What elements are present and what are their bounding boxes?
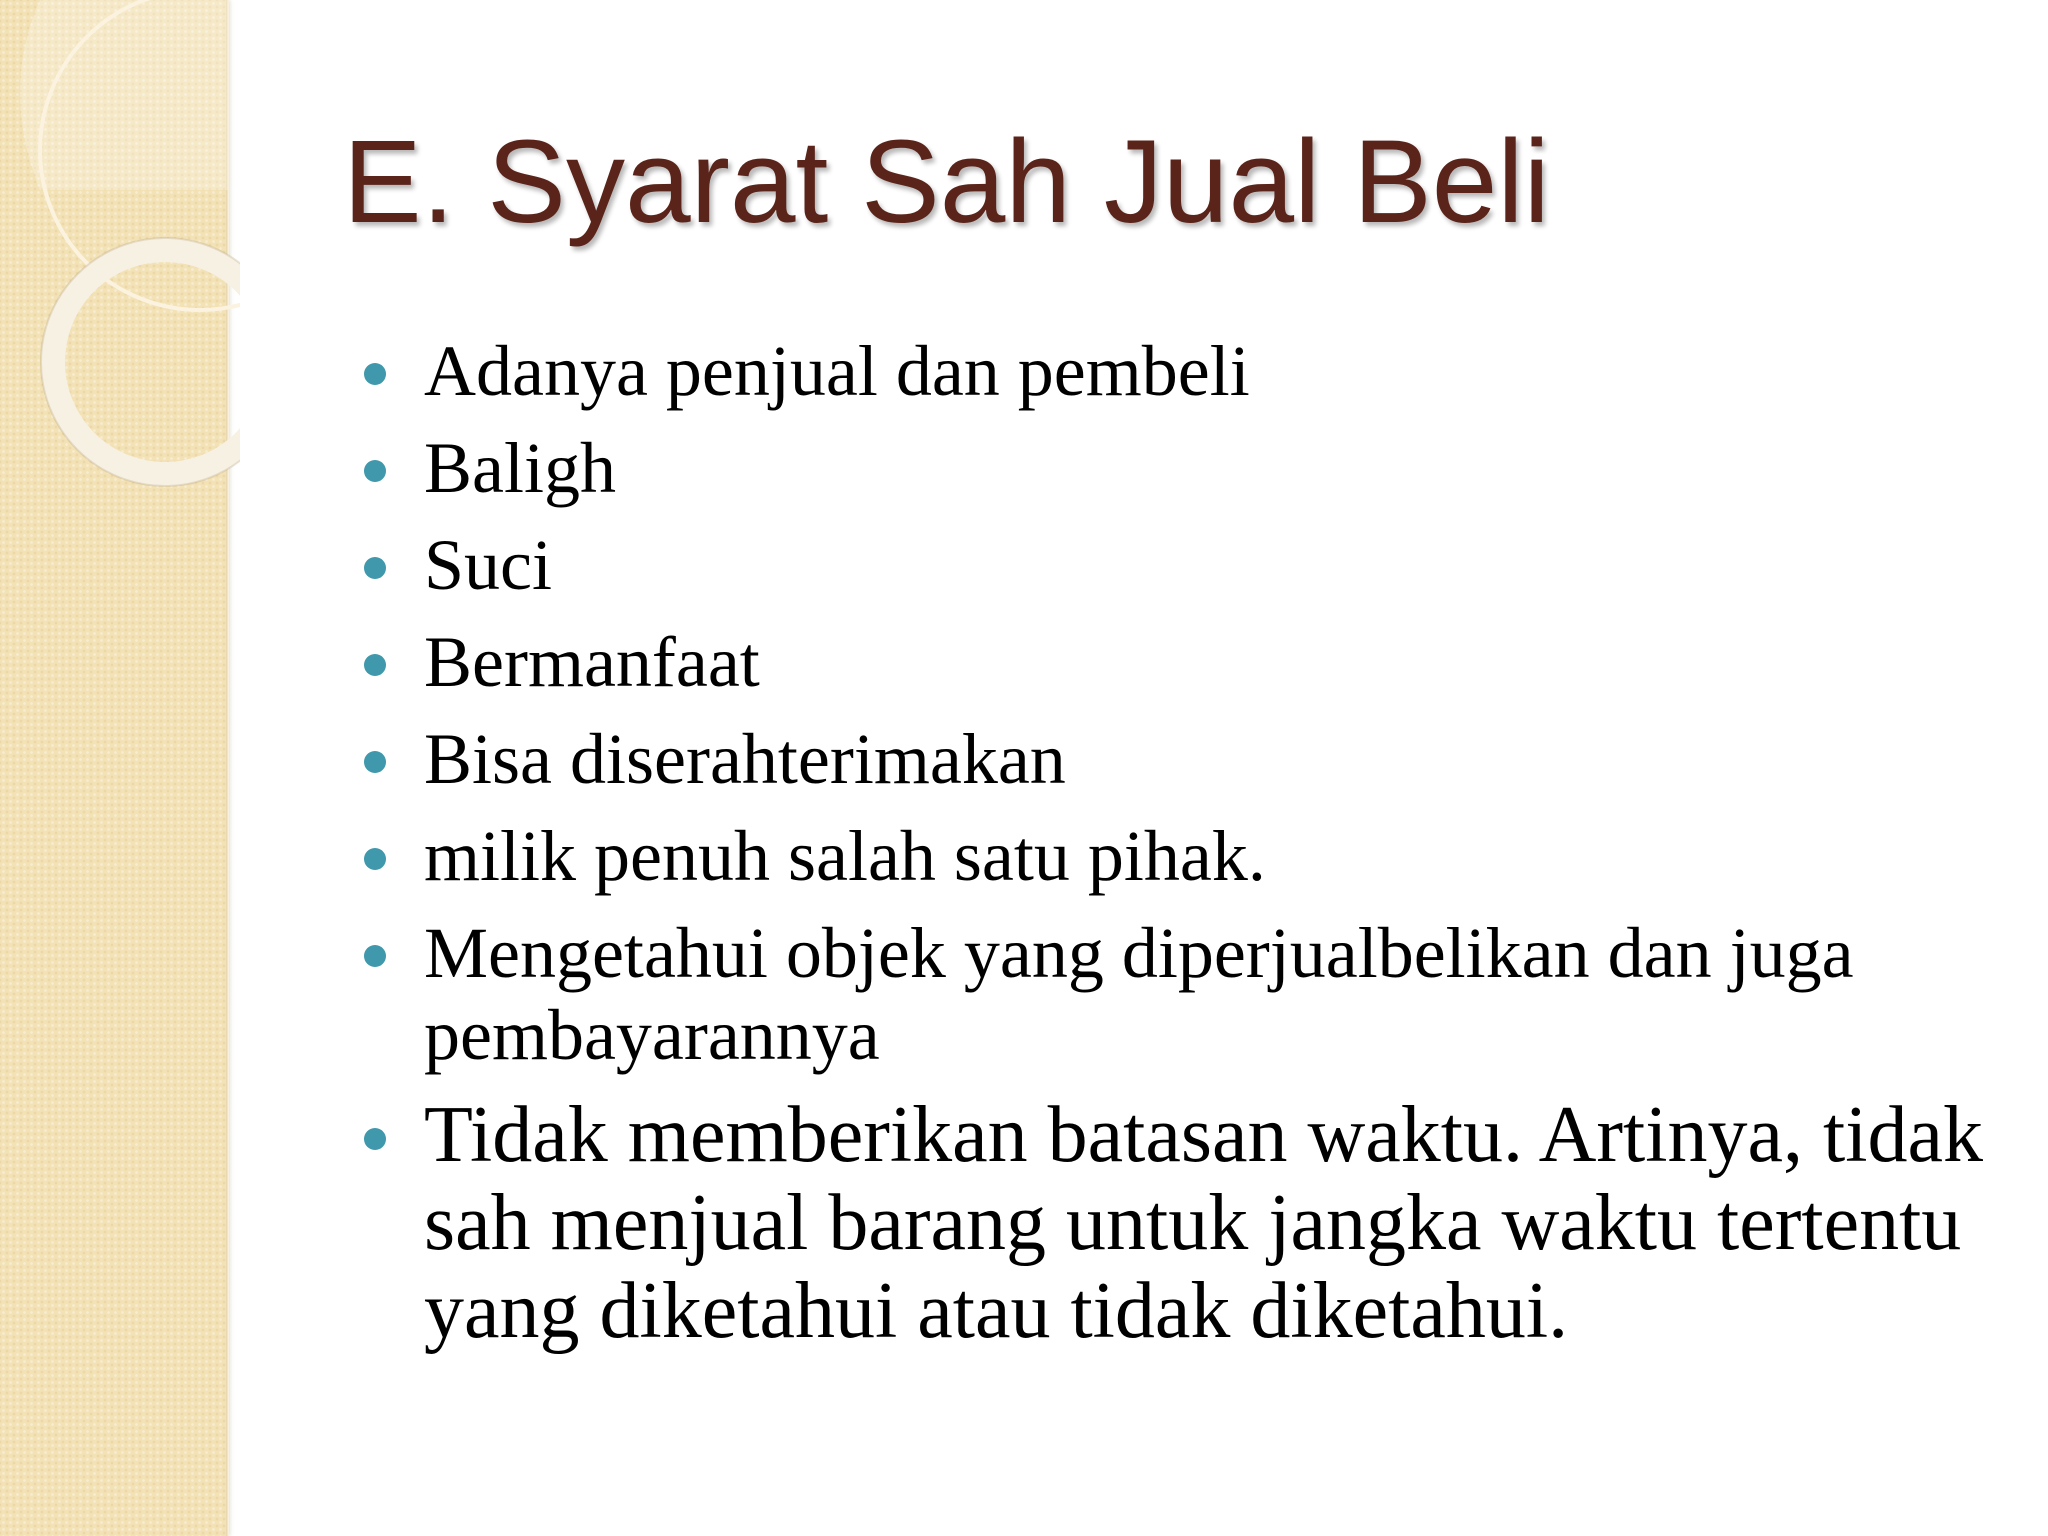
bullet-text: Baligh bbox=[424, 428, 616, 508]
bullet-dot-icon bbox=[364, 848, 386, 870]
decorative-ring-small bbox=[53, 250, 240, 474]
bullet-dot-icon bbox=[364, 557, 386, 579]
bullet-text: milik penuh salah satu pihak. bbox=[424, 816, 1266, 896]
bullet-text: Mengetahui objek yang diperjualbelikan dan juga pembayarannya bbox=[424, 913, 1854, 1075]
bullet-item bbox=[424, 912, 2014, 1076]
bullet-dot-icon bbox=[364, 945, 386, 967]
bullet-item bbox=[424, 330, 2014, 412]
bullet-item bbox=[424, 815, 2014, 897]
bullet-text: Suci bbox=[424, 525, 553, 605]
bullet-dot-icon bbox=[364, 654, 386, 676]
bullet-text: Bisa diserahterimakan bbox=[424, 719, 1066, 799]
bullet-dot-icon bbox=[364, 751, 386, 773]
bullet-dot-icon bbox=[364, 460, 386, 482]
bullet-item bbox=[424, 427, 2014, 509]
bullet-text: Tidak memberikan batasan waktu. Artinya, tidak sah menjual barang untuk jangka waktu tertentu yang diketahui atau tidak diketahui. bbox=[424, 1091, 1983, 1355]
slide-title: E. Syarat Sah Jual Beli bbox=[343, 116, 1550, 248]
bullet-list bbox=[424, 330, 2014, 1370]
decorative-circles bbox=[0, 0, 240, 520]
bullet-dot-icon bbox=[364, 1128, 386, 1150]
bullet-item bbox=[424, 524, 2014, 606]
bullet-item bbox=[424, 621, 2014, 703]
decorative-ring-small-shadow bbox=[41, 238, 240, 486]
bullet-item bbox=[424, 718, 2014, 800]
bullet-dot-icon bbox=[364, 363, 386, 385]
bullet-text: Adanya penjual dan pembeli bbox=[424, 331, 1250, 411]
bullet-item bbox=[424, 1091, 2014, 1355]
bullet-text: Bermanfaat bbox=[424, 622, 760, 702]
